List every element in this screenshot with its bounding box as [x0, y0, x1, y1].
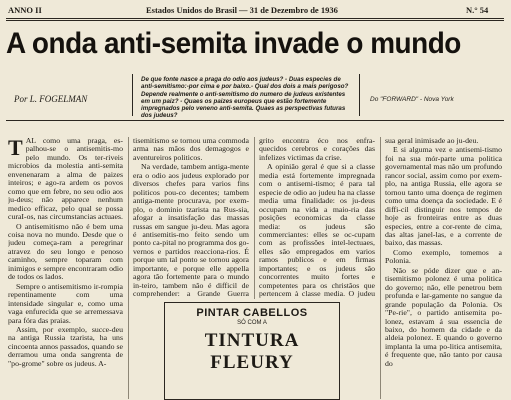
column-divider: [380, 137, 381, 399]
paragraph: grito encontra éco nos enfra-quecidos cerebros e corações das infelizes victimas da crise.: [259, 137, 375, 162]
paragraph: sua geral inimisade ao ju-deu.: [385, 137, 479, 145]
place-date: Estados Unidos do Brasil — 31 de Dezembro de 1936: [146, 5, 338, 15]
paragraph: Sempre o antisemitismo ir-rompia repentinamente com uma intensidade singular e, como uma vaga enfurecida que se arremessava para fóra das praias.: [8, 281, 123, 325]
ad-subline: SÓ COM A: [237, 320, 267, 326]
paragraph: tisemitismo se tornou uma commoda arma nas mãos dos demagogos e aventureiros politicos.: [133, 137, 249, 162]
paragraph-text: AL como uma praga, es-palhou-se o antisemitis-mo pelo mundo. Os ter-riveis microbios da molestia anti-semita envenenaram a alma de paizes inteiros; e ago-ra ardem os povos como que em febre, no seu odio aos ju-deus; não apparece nenhum medico efficaz, pelo qual se possa curaI-os, nas circumstancias actuaes.: [8, 137, 123, 222]
dropcap: T: [8, 137, 23, 160]
section-rule: [6, 120, 504, 121]
tintura-fleury-ad: [164, 302, 340, 400]
paragraph: [8, 137, 123, 222]
paragraph: Não se póde dizer que e an-tisemitismo polonez é uma politica do governo; não, elle penetrou bem profunda e lar-gamente no sangue da grande população da Polonia. Os "Pe-rie", o partido antisemita po-lonez, estavam á sua essencia de baixo, do homem da cidade e da aldeia polonez. E quando o governo implanta la uma po-litica antisemita, é frequente que, não tanto por causa do: [385, 265, 502, 368]
column-4: [385, 137, 502, 399]
ad-product-name: TINTURA FLEURY: [204, 330, 300, 373]
masthead-rule-double: [6, 20, 504, 21]
paragraph: A opinião geral é que si a classe media está fortemente impregnada com o antisemi-tismo; é para tal especie de odio ao judeu ha na classe media uma finalidade: os ju-deus occupam na vida a maio-ria das posições economicas da classe media: os judeus são commerciantes: elles se oc-cupam com as profissões intel-lectuaes, elles são empregados em varios ramos publicos e em firmas importantes; e os judeus são concorrentes muito fortes e competentes para os christãos que pertencem à classe media. O judeu: [259, 162, 375, 299]
column-divider: [128, 137, 129, 399]
column-divider: [254, 137, 255, 299]
paragraph: Na verdade, tambem antiga-mente era o odio aos judeus explorado por diversos chefes para varios fins politicos pou-co decentes; tambem antiga-mente procurava, por exem-plo, o dominio tzarista na Rus-sia, afogar a insatisfação das massas russas em sangue ju-deu. Mas agora é antisemitis-mo feito sendo um ponto ca-pital no programma dos go-vernos e partidos reacciona-rios. É porque um tal ponto se tornou agora importante, e porque elle appella agora tão fortemente para o mundo in-teiro, tambem não é difficil de comprehender: a Grande Guerra: [133, 162, 249, 299]
masthead: [6, 3, 504, 17]
paragraph: Como exemplo, tomemos a Polonia.: [385, 247, 502, 266]
paragraph: E si alguma vez e antisemi-tismo foi na sua mór-parte uma politica governamental mas não um profundo rancor social, assim como por exem-plo, na antiga Russia, elle agora se tornou tanto uma doença de regimen como uma doença da sociedade. E é diffi-cil distinguir nos tempos de hoje as fronteiras entre as duas especies, entre a cor-rente de cima, das altas janel-las, e a corrente de baixo, das massas.: [385, 145, 502, 248]
column-3: [259, 137, 375, 299]
issue-number: N.° 54: [466, 5, 489, 15]
column-1: [8, 137, 123, 399]
paragraph: Assim, por exemplo, succe-deu na antiga Russia tzarista, ha uns cincoenta annos passados, quando se derramou uma onda sangrenta de "po-grome" sobre os judeus. A-: [8, 324, 123, 368]
ad-headline: PINTAR CABELLOS: [196, 307, 308, 319]
source-credit: Do "FORWARD" - Nova York: [370, 96, 454, 103]
byline: Por L. FOGELMAN: [14, 94, 88, 104]
headline: A onda anti-semita invade o mundo: [6, 27, 461, 60]
subheading: De que fonte nasce a praga do odio aos judeus? - Duas especies de anti-semitismo:-por cima e por baixo.- Qual dos dois a mais perigoso? Depende realmente o anti-semitismo do numero de judeus existentes em um paiz? - Quaes os paizes europeus que estão fortemente impregnados pelo veneno anti-semita. Quaes as perspectivas futuras dos judeus?: [132, 74, 360, 116]
paragraph: O antisemitismo não é bem uma coisa nova no mundo. Desde que o judeu começa-ram a peregrinar atravez do seu longo e penoso caminho, sempre toparam com inimigos e sempre encontraram odio de todos os lados.: [8, 221, 123, 282]
volume-label: ANNO II: [8, 5, 42, 15]
column-2: [133, 137, 249, 299]
masthead-rule: [6, 18, 504, 19]
